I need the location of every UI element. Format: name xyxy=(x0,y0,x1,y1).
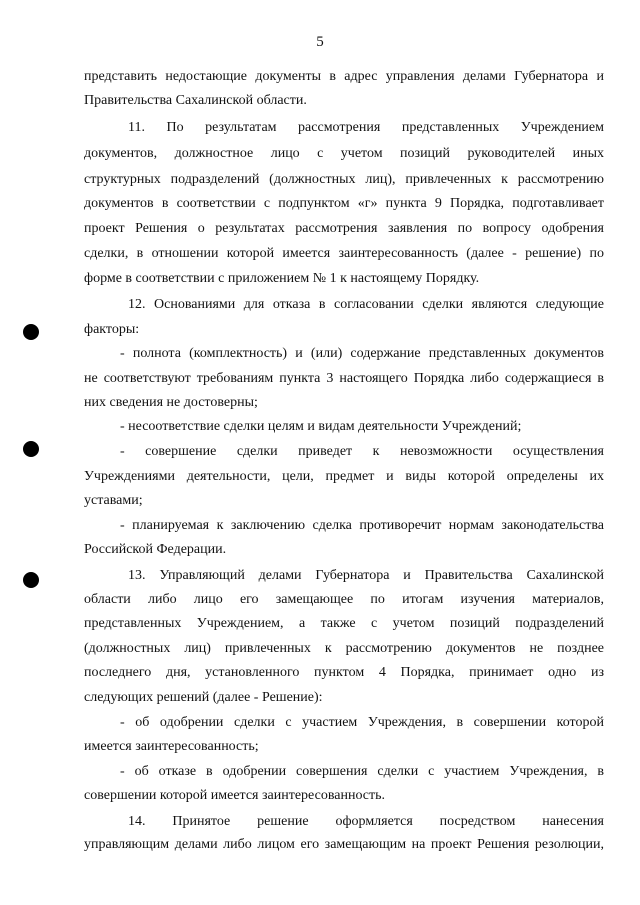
list-item-line: - планируемая к заключению сделка противоречит нормам законодательства xyxy=(120,518,604,533)
body-line: представить недостающие документы в адрес управления делами Губернатора и xyxy=(84,69,604,84)
body-line: документов в соответствии с подпунктом «г» пункта 9 Порядка, подготавливает xyxy=(84,196,604,211)
page-number: 5 xyxy=(316,34,324,50)
punch-hole xyxy=(23,572,39,588)
paragraph-12-line: 12. Основаниями для отказа в согласовании сделки являются следующие xyxy=(128,297,604,312)
list-item-line: - полнота (комплектность) и (или) содержание представленных документов xyxy=(120,346,604,361)
body-line: следующих решений (далее - Решение): xyxy=(84,690,323,705)
list-item-line: - об одобрении сделки с участием Учреждения, в совершении которой xyxy=(120,715,604,730)
list-item-line: - совершение сделки приведет к невозможности осуществления xyxy=(120,444,604,459)
body-line: совершении которой имеется заинтересованность. xyxy=(84,788,386,803)
body-line: последнего дня, установленного пунктом 4 Порядка, принимает одно из xyxy=(84,665,604,680)
body-line: них сведения не достоверны; xyxy=(84,395,258,410)
body-line: имеется заинтересованность; xyxy=(84,739,259,754)
body-line: факторы: xyxy=(84,322,140,337)
body-line: (должностных лиц) привлеченных к рассмотрению документов не позднее xyxy=(84,641,604,656)
body-line: сделки, в отношении которой имеется заинтересованность (далее - решение) по xyxy=(84,246,604,261)
body-line: Правительства Сахалинской области. xyxy=(84,93,307,108)
body-line: управляющим делами либо лицом его замещающим на проект Решения резолюции, xyxy=(84,837,604,852)
body-line: Учреждениями деятельности, цели, предмет и виды которой определены их xyxy=(84,469,604,484)
paragraph-13-line: 13. Управляющий делами Губернатора и Правительства Сахалинской xyxy=(128,568,604,583)
body-line: форме в соответствии с приложением № 1 к настоящему Порядку. xyxy=(84,271,480,286)
body-line: документов, должностное лицо с учетом позиций руководителей иных xyxy=(84,146,604,161)
body-line: представленных Учреждением, а также с учетом позиций подразделений xyxy=(84,616,604,631)
body-line: уставами; xyxy=(84,493,143,508)
body-line: структурных подразделений (должностных лиц), привлеченных к рассмотрению xyxy=(84,172,604,187)
body-line: области либо лицо его замещающее по итогам изучения материалов, xyxy=(84,592,604,607)
body-line: не соответствуют требованиям пункта 3 настоящего Порядка либо содержащиеся в xyxy=(84,371,604,386)
paragraph-14-line: 14. Принятое решение оформляется посредством нанесения xyxy=(128,814,604,829)
paragraph-11-line: 11. По результатам рассмотрения представленных Учреждением xyxy=(128,120,604,135)
punch-hole xyxy=(23,324,39,340)
body-line: Российской Федерации. xyxy=(84,542,227,557)
list-item-line: - несоответствие сделки целям и видам деятельности Учреждений; xyxy=(120,419,522,434)
body-line: проект Решения о результатах рассмотрения заявления по вопросу одобрения xyxy=(84,221,604,236)
punch-hole xyxy=(23,441,39,457)
list-item-line: - об отказе в одобрении совершения сделки с участием Учреждения, в xyxy=(120,764,604,779)
